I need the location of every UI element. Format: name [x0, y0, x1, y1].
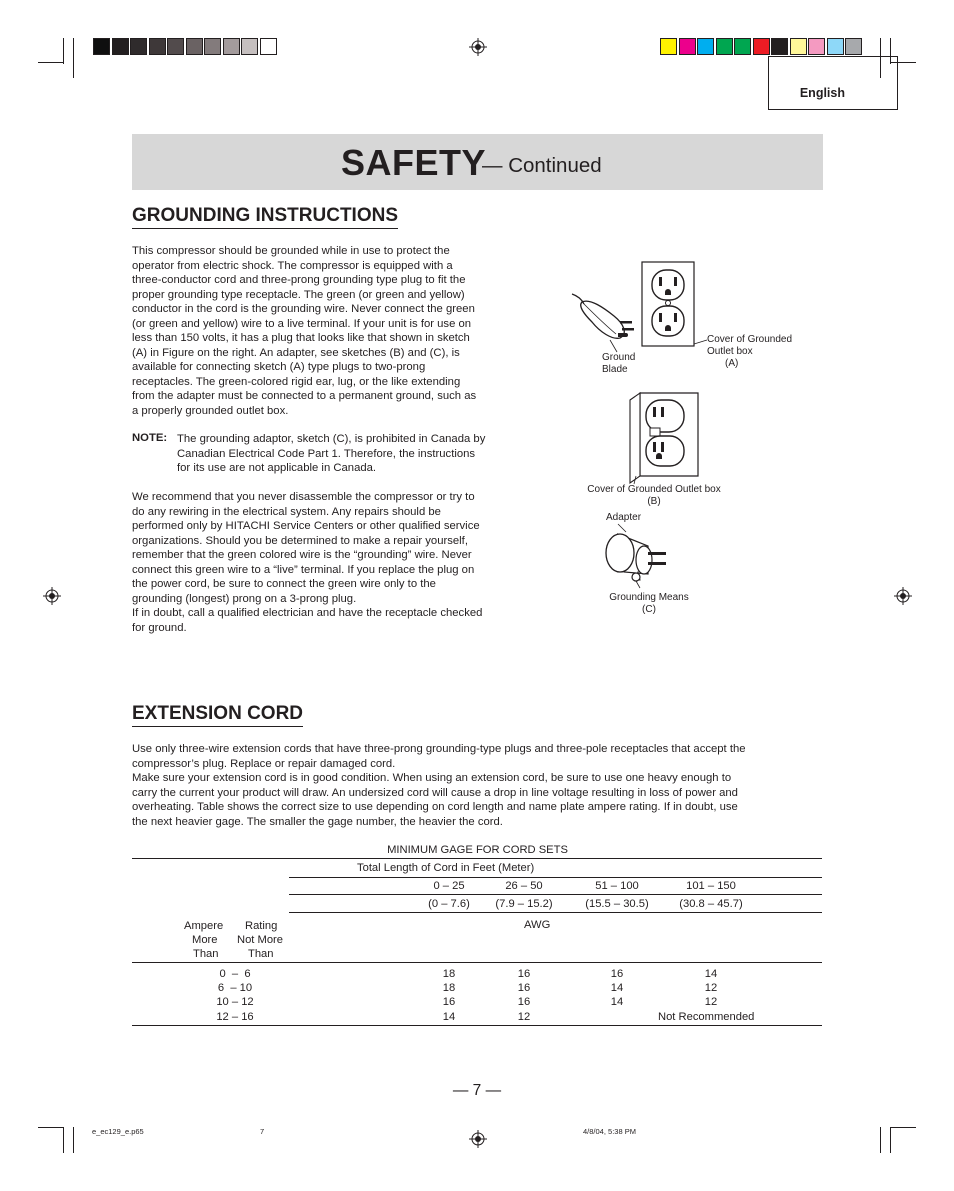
figure-a_blade-line: Blade	[602, 364, 628, 375]
length-header: Total Length of Cord in Feet (Meter)	[357, 862, 535, 874]
color-swatch	[790, 38, 807, 55]
language-tab: English	[768, 56, 898, 110]
gage-cell: 16	[442, 996, 456, 1008]
color-swatch	[130, 38, 147, 55]
grounding-note_lines-line: for its use are not applicable in Canada.	[177, 462, 377, 474]
repair-paragraph	[132, 490, 527, 635]
color-swatch	[204, 38, 221, 55]
page-title: SAFETY	[341, 142, 487, 183]
not-recommended-cell: Not Recommended	[658, 1011, 755, 1023]
outlet-b-illustration	[600, 388, 720, 488]
figure-a_cover-line: (A)	[725, 358, 739, 369]
footer-date: 4/8/04, 5:38 PM	[583, 1127, 636, 1136]
gage-cell: 16	[517, 982, 531, 994]
grounding-lines2-line: grounding (longest) prong on a 3-prong plug.	[132, 592, 357, 605]
figure-a_blade-line: Ground	[602, 352, 636, 363]
grounding-lines2-line: connect this green wire to a “live” terminal. If you replace the plug on	[132, 563, 475, 576]
meter-cell: (0 – 7.6)	[428, 898, 470, 910]
grounding-lines-line: less than 150 volts, it has a plug that looks like that shown in sketch	[132, 332, 470, 344]
color-swatch	[827, 38, 844, 55]
page-number: — 7 —	[452, 1082, 502, 1099]
note-label: NOTE:	[132, 432, 168, 444]
rating-label: Rating	[245, 920, 278, 932]
table-rule	[289, 877, 822, 878]
color-swatch	[734, 38, 751, 55]
registration-mark-icon	[469, 1130, 487, 1148]
color-swatch	[771, 38, 788, 55]
grounding-lines-line: proper grounding type receptacle. The green (or green and yellow)	[132, 288, 465, 301]
footer-page: 7	[260, 1127, 265, 1136]
table-title: MINIMUM GAGE FOR CORD SETS	[387, 844, 568, 856]
grounding-lines-line: operator from electric shock. The compressor is equipped with a	[132, 259, 453, 272]
extension-lines-line: carry the current your product will draw. An undersized cord will cause a drop in line voltage resulting in loss of power and	[132, 786, 738, 799]
grounding-lines2-line: for ground.	[132, 621, 187, 634]
extension-lines-line: overheating. Table shows the correct size to use depending on cord length and name plate ampere rating. If in doubt, use	[132, 801, 738, 813]
grounding-lines-line: conductor in the cord is the grounding wire. Never connect the green	[132, 303, 475, 315]
color-swatch	[808, 38, 825, 55]
color-swatch	[260, 38, 277, 55]
figure-a_cover-line: Cover of Grounded	[707, 334, 793, 345]
gage-cell: 12	[517, 1011, 531, 1023]
ground-blade-label	[602, 352, 635, 376]
extension-heading: EXTENSION CORD	[132, 703, 303, 727]
extension-lines-line: Use only three-wire extension cords that have three-prong grounding-type plugs and three-pole receptacles that accept the	[132, 743, 746, 755]
cover-a-label	[707, 334, 792, 370]
table-rule	[132, 1025, 822, 1026]
grounding-lines-line: This compressor should be grounded while in use to protect the	[132, 245, 450, 257]
color-swatch	[167, 38, 184, 55]
table-rule	[132, 962, 822, 963]
gage-cell: 14	[442, 1011, 456, 1023]
color-swatch	[679, 38, 696, 55]
page-subtitle: — Continued	[482, 154, 602, 177]
gage-cell: 18	[442, 982, 456, 994]
registration-mark-icon	[894, 587, 912, 605]
figure-a_cover-line: Outlet box	[707, 346, 753, 357]
grounding-lines2-line: We recommend that you never disassemble the compressor or try to	[132, 491, 475, 503]
grounding-lines-line: from the adapter must be connected to a permanent ground, such as	[132, 390, 477, 402]
meter-cell: (30.8 – 45.7)	[679, 898, 743, 910]
note-paragraph	[177, 432, 529, 476]
table-rule	[289, 894, 822, 895]
grounding-paragraph	[132, 244, 527, 418]
grounding-lines-line: a properly grounded outlet box.	[132, 404, 289, 417]
grounding-lines-line: receptacles. The green-colored rigid ear, lug, or the like extending	[132, 375, 461, 388]
color-swatch	[660, 38, 677, 55]
footer-file: e_ec129_e.p65	[92, 1127, 144, 1136]
table-rule	[132, 858, 822, 859]
figure-b_cover-line: (B)	[647, 496, 661, 507]
color-swatch	[93, 38, 110, 55]
extension-lines-line: compressor’s plug. Replace or repair damaged cord.	[132, 757, 396, 770]
color-swatch	[697, 38, 714, 55]
extension-lines-line: Make sure your extension cord is in good condition. When using an extension cord, be sure to use one heavy enough to	[132, 772, 732, 784]
grounding-lines2-line: the power cord, be sure to connect the green wire only to the	[132, 578, 436, 590]
grounding-lines2-line: If in doubt, call a qualified electrician and have the receptacle checked	[132, 607, 483, 619]
grounding-lines2-line: organizations. Should you be determined to make a repair yourself,	[132, 534, 468, 547]
grounding-means-label	[600, 592, 698, 616]
grounding-lines2-line: do any rewiring in the electrical system. Any repairs should be	[132, 505, 441, 518]
grounding-lines-line: (or green and yellow) wire to a live terminal. If your unit is for use on	[132, 317, 472, 330]
gage-cell: 18	[442, 968, 456, 980]
feet-cell: 0 – 25	[433, 880, 465, 892]
color-swatch	[845, 38, 862, 55]
meter-cell: (7.9 – 15.2)	[495, 898, 553, 910]
cover-b-label	[568, 484, 740, 508]
color-swatch	[223, 38, 240, 55]
color-swatch	[716, 38, 733, 55]
gage-cell: 16	[610, 968, 624, 980]
grounding-lines-line: available for connecting sketch (A) type plugs to two-prong	[132, 361, 426, 373]
gage-cell: 14	[610, 982, 624, 994]
grounding-lines2-line: performed only by HITACHI Service Centers or other qualified service	[132, 520, 480, 532]
gray-color-bar	[93, 38, 278, 55]
gage-cell: 12	[704, 982, 718, 994]
color-swatch	[149, 38, 166, 55]
ampere-label: Ampere	[184, 920, 224, 932]
awg-label: AWG	[524, 919, 551, 931]
than-label: Than	[193, 948, 219, 960]
ampere-range-cell: 0 – 6	[219, 968, 251, 980]
gage-cell: 14	[610, 996, 624, 1008]
grounding-lines2-line: remember that the green colored wire is the “grounding” wire. Never	[132, 549, 472, 561]
grounding-lines-line: three-conductor cord and three-prong grounding type plug to fit the	[132, 274, 466, 286]
gage-cell: 12	[704, 996, 718, 1008]
adapter-c-illustration	[596, 520, 696, 590]
color-swatch	[241, 38, 258, 55]
extension-lines-line: the next heavier gage. The smaller the gage number, the heavier the cord.	[132, 815, 503, 828]
extension-paragraph	[132, 742, 824, 829]
gage-cell: 16	[517, 996, 531, 1008]
grounding-lines-line: (A) in Figure on the right. An adapter, see sketches (B) and (C), is	[132, 346, 460, 359]
meter-cell: (15.5 – 30.5)	[585, 898, 649, 910]
gage-cell: 16	[517, 968, 531, 980]
color-swatch	[753, 38, 770, 55]
feet-cell: 51 – 100	[595, 880, 639, 892]
ampere-range-cell: 10 – 12	[216, 996, 254, 1008]
grounding-note_lines-line: The grounding adaptor, sketch (C), is prohibited in Canada by	[177, 433, 486, 445]
gage-cell: 14	[704, 968, 718, 980]
process-color-bar	[660, 38, 864, 55]
registration-mark-icon	[469, 38, 487, 56]
figure-c_means-line: Grounding Means	[609, 592, 689, 603]
than-label: Than	[248, 948, 274, 960]
page-title-band	[132, 134, 823, 190]
table-rule	[289, 912, 822, 913]
not-more-label: Not More	[237, 934, 284, 946]
more-label: More	[192, 934, 218, 946]
ampere-range-cell: 12 – 16	[216, 1011, 254, 1023]
color-swatch	[112, 38, 129, 55]
grounding-heading: GROUNDING INSTRUCTIONS	[132, 205, 398, 229]
figure-b_cover-line: Cover of Grounded Outlet box	[587, 484, 721, 495]
adapter-label: Adapter	[606, 512, 642, 523]
ampere-range-cell: 6 – 10	[217, 982, 253, 994]
grounding-note_lines-line: Canadian Electrical Code Part 1. Therefore, the instructions	[177, 447, 476, 460]
feet-cell: 101 – 150	[686, 880, 736, 892]
registration-mark-icon	[43, 587, 61, 605]
color-swatch	[186, 38, 203, 55]
feet-cell: 26 – 50	[505, 880, 543, 892]
figure-c_means-line: (C)	[642, 604, 656, 615]
